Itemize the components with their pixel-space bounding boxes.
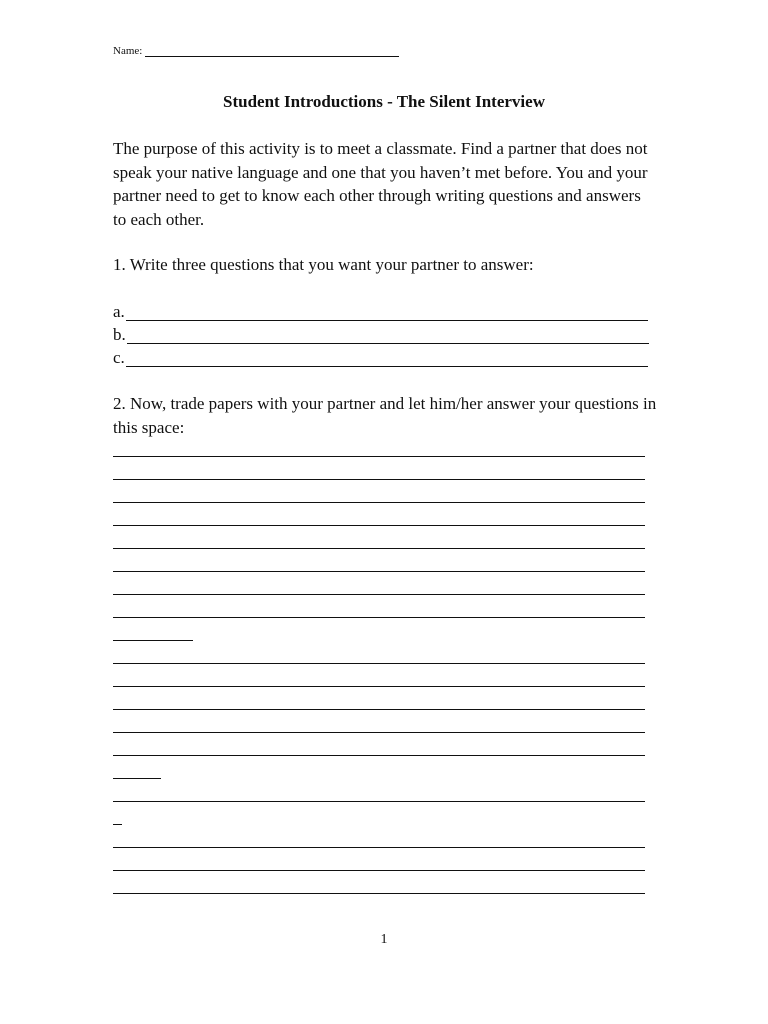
answer-line[interactable] (113, 617, 645, 618)
name-blank-line[interactable] (145, 44, 399, 57)
item-letter-b: b. (113, 325, 126, 344)
answer-line[interactable] (113, 548, 645, 549)
item-letter-a: a. (113, 302, 125, 321)
answer-line[interactable] (113, 663, 645, 664)
answer-line-short[interactable] (113, 640, 193, 641)
item-b-blank-line[interactable] (127, 328, 649, 344)
answer-line[interactable] (113, 594, 645, 595)
answer-line[interactable] (113, 847, 645, 848)
item-c-blank-line[interactable] (126, 351, 648, 367)
page-number: 1 (380, 932, 388, 947)
question-1-item-a (113, 301, 648, 321)
answer-line[interactable] (113, 893, 645, 894)
answer-line[interactable] (113, 801, 645, 802)
answer-line[interactable] (113, 571, 645, 572)
answer-line[interactable] (113, 755, 645, 756)
answer-line[interactable] (113, 456, 645, 457)
item-letter-c: c. (113, 348, 125, 367)
item-a-blank-line[interactable] (126, 305, 648, 321)
answer-line-short[interactable] (113, 824, 122, 825)
answer-line[interactable] (113, 686, 645, 687)
name-field (113, 44, 399, 57)
answer-line[interactable] (113, 502, 645, 503)
question-1-prompt: 1. Write three questions that you want your partner to answer: (113, 255, 534, 274)
answer-line[interactable] (113, 870, 645, 871)
question-1-item-c (113, 347, 648, 367)
name-label: Name: (113, 45, 143, 57)
page-title: Student Introductions - The Silent Interview (223, 92, 545, 111)
answer-line-short[interactable] (113, 778, 161, 779)
question-1-item-b (113, 324, 649, 344)
answer-line[interactable] (113, 709, 645, 710)
question-2-prompt: 2. Now, trade papers with your partner and let him/her answer your questions in this space: (113, 394, 657, 437)
intro-paragraph: The purpose of this activity is to meet a classmate. Find a partner that does not speak your native language and one that you haven’t met before. You and your partner need to get to know each other through writing questions and answers to each other. (113, 139, 648, 229)
answer-line[interactable] (113, 732, 645, 733)
answer-line[interactable] (113, 525, 645, 526)
answer-line[interactable] (113, 479, 645, 480)
